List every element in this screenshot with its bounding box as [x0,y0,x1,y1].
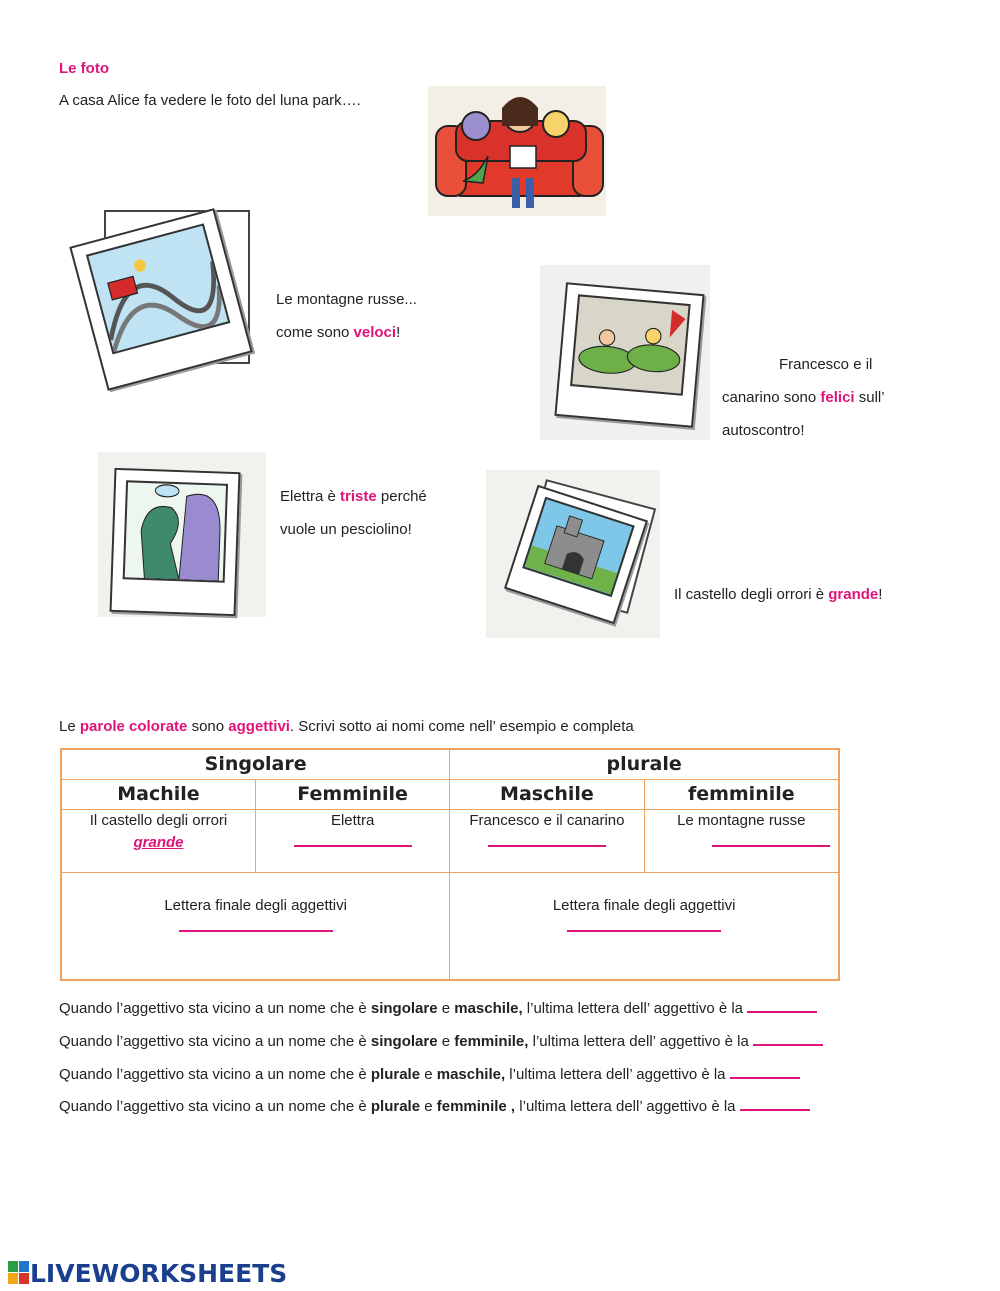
worksheet-title: Le foto [59,60,109,77]
caption-bumper-cars-line3: autoscontro! [722,422,805,439]
answer-blank-rule-4[interactable] [740,1097,810,1111]
cell-final-letter-singular: Lettera finale degli aggettivi [61,873,450,981]
answer-blank-montagne[interactable] [712,835,830,847]
answer-blank-francesco[interactable] [488,835,606,847]
adjective-felici: felici [820,389,855,406]
bumper-cars-photo [554,282,704,428]
caption-bumper-cars-line2: canarino sono felici sull’ [722,389,885,406]
cell-francesco: Francesco e il canarino [450,810,644,873]
header-maschile: Maschile [450,780,644,810]
example-answer-grande: grande [133,834,184,851]
answer-blank-rule-2[interactable] [753,1032,823,1046]
family-sofa-illustration [428,86,606,216]
cell-montagne: Le montagne russe [644,810,839,873]
answer-blank-final-singular[interactable] [179,920,333,932]
answer-blank-elettra[interactable] [294,835,412,847]
liveworksheets-logo: LIVEWORKSHEETS [8,1258,287,1288]
caption-elettra-line1: Elettra è triste perché [280,488,427,505]
cell-elettra: Elettra [255,810,449,873]
adjective-grande: grande [828,586,879,603]
rule-line: Quando l’aggettivo sta vicino a un nome che è plurale e maschile, l’ultima lettera dell’ aggettivo è la [59,1064,800,1086]
exercise-instruction: Le parole colorate sono aggettivi. Scrivi sotto ai nomi come nell’ esempio e completa [59,718,634,735]
sad-elettra-photo [110,468,241,616]
answer-blank-final-plural[interactable] [567,920,721,932]
caption-roller-coaster-line2: come sono veloci! [276,324,401,341]
caption-roller-coaster-line1: Le montagne russe... [276,291,417,308]
adjective-table [60,748,840,981]
rule-line: Quando l’aggettivo sta vicino a un nome che è singolare e maschile, l’ultima lettera dell’ aggettivo è la [59,998,817,1020]
caption-elettra-line2: vuole un pesciolino! [280,521,412,538]
intro-text: A casa Alice fa vedere le foto del luna park…. [59,92,361,109]
header-femminile: Femminile [255,780,449,810]
header-machile: Machile [61,780,255,810]
header-femminile-plural: femminile [644,780,839,810]
cell-castello: Il castello degli orrori grande [61,810,255,873]
caption-bumper-cars-line1: Francesco e il [779,356,873,373]
liveworksheets-logo-icon [8,1261,30,1285]
adjective-veloci: veloci [353,324,397,341]
header-plurale: plurale [450,749,839,780]
adjective-triste: triste [340,488,377,505]
header-singolare: Singolare [61,749,450,780]
rule-line: Quando l’aggettivo sta vicino a un nome che è singolare e femminile, l’ultima lettera dell’ aggettivo è la [59,1031,823,1053]
rule-line: Quando l’aggettivo sta vicino a un nome che è plurale e femminile , l’ultima lettera dell’ aggettivo è la [59,1096,810,1118]
cell-final-letter-plural: Lettera finale degli aggettivi [450,873,839,981]
answer-blank-rule-1[interactable] [747,999,817,1013]
answer-blank-rule-3[interactable] [730,1065,800,1079]
caption-castle: Il castello degli orrori è grande! [674,586,883,603]
